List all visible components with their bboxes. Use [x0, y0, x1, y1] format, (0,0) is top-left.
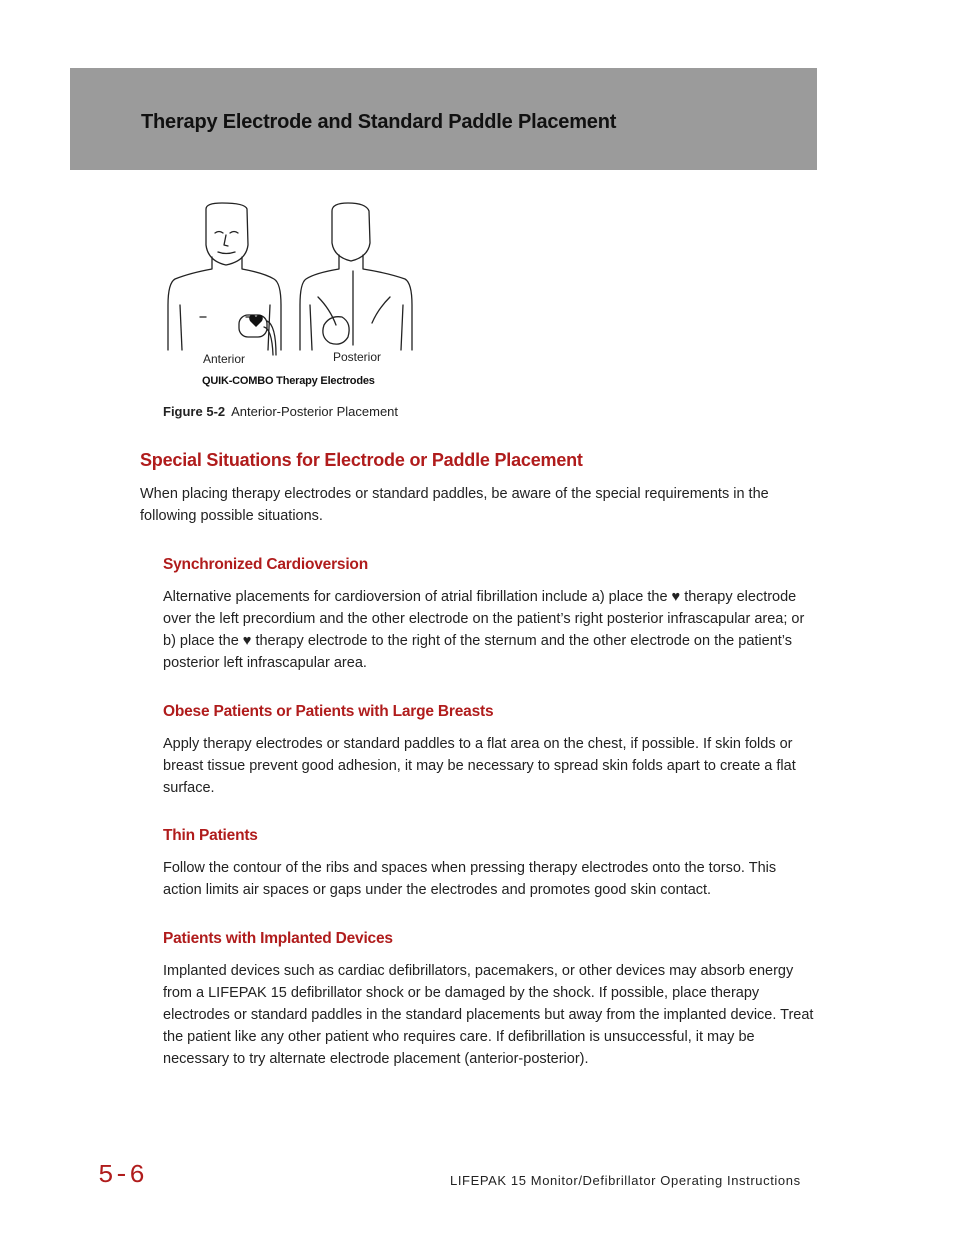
footer-document-title: LIFEPAK 15 Monitor/Defibrillator Operating Instructions — [450, 1173, 801, 1188]
anterior-torso — [168, 203, 281, 350]
page-number: 5-6 — [98, 1160, 145, 1190]
heart-icon — [249, 315, 263, 327]
figure-caption-text: Anterior-Posterior Placement — [231, 404, 399, 419]
subsection-text-synchronized-cardioversion: Alternative placements for cardioversion of atrial fibrillation include a) place the ♥ therapy electrode over the left precordium and the other electrode on the patient’s right posterior infrascapular area; or b) place the ♥ therapy electrode to the right of the sternum and the other electrode on the patient’s posterior left infrascapular area. — [163, 589, 805, 671]
posterior-torso — [300, 203, 412, 350]
torso-illustration — [160, 195, 430, 395]
subsection-title-thin-patients: Thin Patients — [163, 827, 258, 844]
subsection-text-obese-patients: Apply therapy electrodes or standard paddles to a flat area on the chest, if possible. If skin folds or breast tissue prevent good adhesion, it may be necessary to spread skin folds apart to create a flat surface. — [163, 736, 796, 796]
placement-figure — [160, 195, 430, 395]
header-band — [70, 68, 817, 170]
posterior-label: Posterior — [333, 350, 382, 364]
subsection-title-obese-patients: Obese Patients or Patients with Large Breasts — [163, 703, 494, 720]
subsection-title-implanted-devices: Patients with Implanted Devices — [163, 930, 393, 947]
subsection-text-thin-patients: Follow the contour of the ribs and spaces when pressing therapy electrodes onto the torso. This action limits air spaces or gaps under the electrodes and promotes good skin contact. — [163, 860, 777, 898]
page-title: Therapy Electrode and Standard Paddle Placement — [141, 111, 617, 133]
figure-number: Figure 5-2 — [163, 404, 226, 419]
section-intro: When placing therapy electrodes or standard paddles, be aware of the special requirements in the following possible situations. — [140, 486, 769, 524]
subsection-text-implanted-devices: Implanted devices such as cardiac defibrillators, pacemakers, or other devices may absorb energy from a LIFEPAK 15 defibrillator shock or be damaged by the shock. If possible, place therapy electrodes or standard paddles in the standard placements but away from the implanted device. Treat the patient like any other patient who requires care. If defibrillation is unsuccessful, it may be necessary to try alternate electrode placement (anterior-posterior). — [163, 963, 814, 1067]
subsection-title-synchronized-cardioversion: Synchronized Cardioversion — [163, 556, 368, 573]
anterior-label: Anterior — [203, 352, 246, 366]
section-title: Special Situations for Electrode or Paddle Placement — [140, 450, 583, 470]
posterior-electrode — [323, 317, 349, 344]
figure-caption — [163, 404, 398, 419]
electrode-caption: QUIK-COMBO Therapy Electrodes — [202, 375, 375, 387]
